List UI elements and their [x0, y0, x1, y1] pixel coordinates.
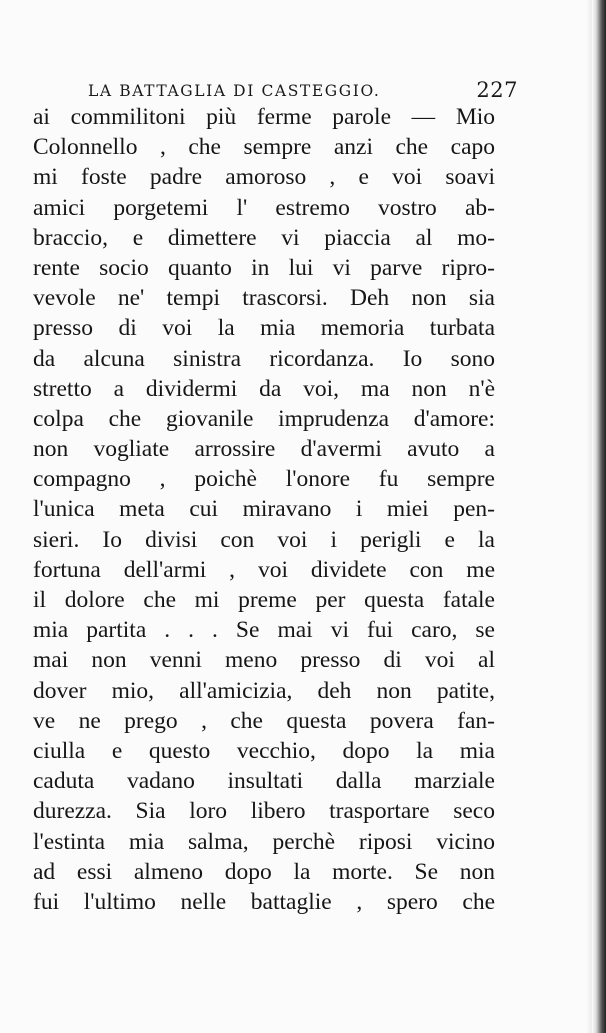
text-line: l'estinta mia salma, perchè riposi vicino [33, 828, 495, 855]
text-line: ai commilitoni più ferme parole — Mio [33, 104, 495, 130]
text-line: sieri. Io divisi con voi i perigli e la [33, 526, 495, 553]
text-line: braccio, e dimettere vi piaccia al mo- [33, 224, 495, 251]
text-line: durezza. Sia loro libero trasportare seco [33, 798, 495, 825]
text-line: non vogliate arrossire d'avermi avuto a [33, 436, 495, 463]
text-line: compagno , poichè l'onore fu sempre [33, 466, 495, 493]
text-line: presso di voi la mia memoria turbata [33, 315, 495, 342]
text-line: da alcuna sinistra ricordanza. Io sono [33, 345, 495, 372]
text-line: ve ne prego , che questa povera fan- [33, 707, 495, 734]
body-text [33, 102, 495, 917]
text-line: colpa che giovanile imprudenza d'amore: [33, 405, 495, 432]
text-line: fui l'ultimo nelle battaglie , spero che [33, 888, 495, 915]
page-edge [592, 0, 606, 1033]
text-line: Colonnello , che sempre anzi che capo [33, 134, 495, 161]
text-line: amici porgetemi l' estremo vostro ab- [33, 194, 495, 221]
text-line: l'unica meta cui miravano i miei pen- [33, 496, 495, 523]
text-line: caduta vadano insultati dalla marziale [33, 768, 495, 795]
text-line: vevole ne' tempi trascorsi. Deh non sia [33, 285, 495, 312]
page-number: 227 [476, 78, 518, 102]
text-line: il dolore che mi preme per questa fatale [33, 587, 495, 613]
text-line: mi foste padre amoroso , e voi soavi [33, 164, 495, 191]
text-line: mia partita . . . Se mai vi fui caro, se [33, 617, 495, 644]
text-line: mai non venni meno presso di voi al [33, 647, 495, 674]
text-line: fortuna dell'armi , voi dividete con me [33, 556, 495, 583]
text-line: dover mio, all'amicizia, deh non patite, [33, 677, 495, 704]
text-line: ciulla e questo vecchio, dopo la mia [33, 737, 495, 764]
running-title: LA BATTAGLIA DI CASTEGGIO. [88, 82, 381, 100]
text-line: stretto a dividermi da voi, ma non n'è [33, 375, 495, 402]
text-line: ad essi almeno dopo la morte. Se non [33, 858, 495, 885]
text-line: rente socio quanto in lui vi parve ripro- [33, 254, 495, 281]
